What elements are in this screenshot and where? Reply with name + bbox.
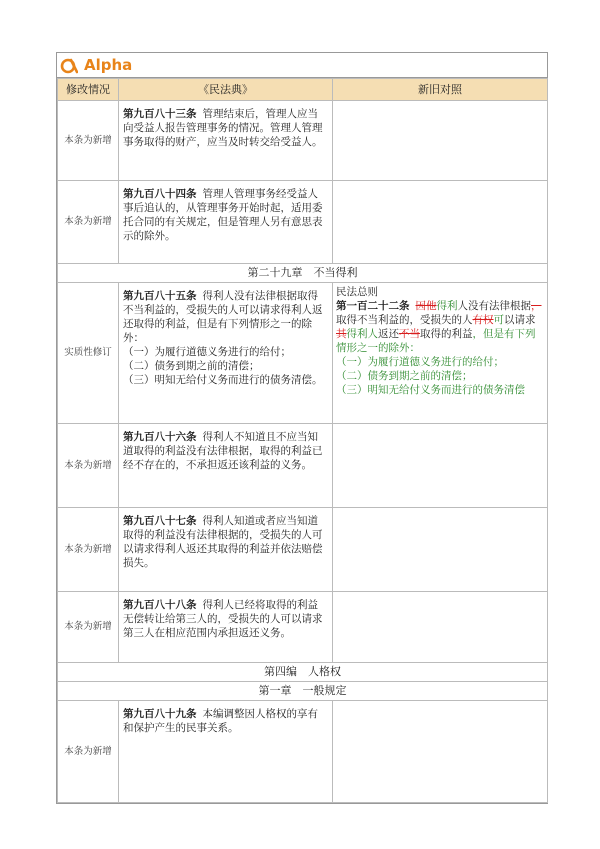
- inserted-text: 可: [493, 314, 504, 326]
- row-compare: [333, 283, 548, 424]
- chapter-heading: [58, 682, 548, 701]
- kept-text: 的，受损失的人: [399, 314, 473, 326]
- article-number: 第九百八十三条: [123, 108, 197, 120]
- kept-text: 以请求: [504, 314, 536, 326]
- chapter-heading: [58, 264, 548, 283]
- row-article: [119, 592, 333, 663]
- compare-article: 第一百二十二条: [336, 300, 410, 312]
- inserted-text: ，但是有下列情形之一的除外：: [336, 328, 536, 354]
- inserted-text: 得利: [436, 300, 458, 312]
- row-status: 本条为新增: [58, 701, 119, 803]
- row-compare: [333, 508, 548, 592]
- list-item: （一）为履行道德义务进行的给付；: [336, 356, 504, 368]
- row-compare: [333, 424, 548, 508]
- article-text: 本编调整因人格权的享有和保护产生的民事关系。: [123, 708, 318, 734]
- inserted-text: 得利人: [346, 328, 378, 340]
- row-article: [119, 283, 333, 424]
- list-item: （一）为履行道德义务进行的给付；: [123, 346, 291, 358]
- row-status: 本条为新增: [58, 181, 119, 264]
- deleted-text: 因他: [415, 300, 437, 312]
- row-status: 本条为新增: [58, 592, 119, 663]
- kept-text: 取得不当利益: [336, 314, 399, 326]
- comparison-table: [57, 78, 548, 803]
- row-compare: [333, 101, 548, 181]
- row-article: [119, 701, 333, 803]
- article-text: 得利人知道或者应当知道取得的利益没有法律根据的，受损失的人可以请求得利人返还其取得的利益并依法赔偿损失。: [123, 515, 323, 569]
- table-header: [58, 79, 548, 101]
- row-status: 本条为新增: [58, 508, 119, 592]
- chapter-title: 第一章 一般规定: [58, 682, 548, 701]
- deleted-text: 不当: [399, 328, 420, 340]
- article-text: 得利人没有法律根据取得不当利益的，受损失的人可以请求得利人返还取得的利益，但是有下列情形之一的除外：: [123, 290, 323, 344]
- header-status: 修改情况: [58, 79, 119, 101]
- list-item: （三）明知无给付义务而进行的债务清偿: [336, 384, 525, 396]
- header-code: 《民法典》: [119, 79, 333, 101]
- document-page: [56, 52, 548, 804]
- row-compare: [333, 181, 548, 264]
- deleted-text: 其: [336, 328, 347, 340]
- row-article: [119, 424, 333, 508]
- row-status: 本条为新增: [58, 101, 119, 181]
- row-compare: [333, 592, 548, 663]
- article-text: 得利人已经将取得的利益无偿转让给第三人的，受损失的人可以请求第三人在相应范围内承担返还义务。: [123, 599, 323, 639]
- table-row: [58, 101, 548, 181]
- article-number: 第九百八十七条: [123, 515, 197, 527]
- list-item: （二）债务到期之前的清偿；: [336, 370, 473, 382]
- row-compare: [333, 701, 548, 803]
- article-text: 管理结束后，管理人应当向受益人报告管理事务的情况。管理人管理事务取得的财产，应当及时转交给受益人。: [123, 108, 323, 148]
- alpha-logo-icon: [60, 56, 78, 74]
- article-number: 第九百八十四条: [123, 188, 197, 200]
- article-number: 第九百八十六条: [123, 431, 197, 443]
- kept-text: 返还: [378, 328, 399, 340]
- deleted-text: 有权: [472, 314, 494, 326]
- deleted-text: ，: [531, 300, 542, 312]
- part-heading: [58, 663, 548, 682]
- table-row: [58, 181, 548, 264]
- row-article: [119, 101, 333, 181]
- article-number: 第九百八十八条: [123, 599, 197, 611]
- article-number: 第九百八十五条: [123, 290, 197, 302]
- compare-source: 民法总则: [336, 286, 378, 298]
- brand-bar: [57, 53, 547, 78]
- kept-text: 取得的利益: [420, 328, 473, 340]
- kept-text: 人没有法律根据: [457, 300, 531, 312]
- row-status: 实质性修订: [58, 283, 119, 424]
- article-number: 第九百八十九条: [123, 708, 197, 720]
- table-row: [58, 283, 548, 424]
- list-item: （三）明知无给付义务而进行的债务清偿。: [123, 374, 323, 386]
- table-row: [58, 424, 548, 508]
- chapter-title: 第二十九章 不当得利: [58, 264, 548, 283]
- brand-name: Alpha: [84, 56, 133, 74]
- article-text: 管理人管理事务经受益人事后追认的，从管理事务开始时起，适用委托合同的有关规定，但是管理人另有意思表示的除外。: [123, 188, 323, 242]
- row-article: [119, 508, 333, 592]
- table-row: [58, 592, 548, 663]
- part-title: 第四编 人格权: [58, 663, 548, 682]
- table-row: [58, 508, 548, 592]
- row-status: 本条为新增: [58, 424, 119, 508]
- compare-text: [336, 300, 542, 354]
- article-text: 得利人不知道且不应当知道取得的利益没有法律根据，取得的利益已经不存在的，不承担返还该利益的义务。: [123, 431, 323, 471]
- table-row: [58, 701, 548, 803]
- row-article: [119, 181, 333, 264]
- list-item: （二）债务到期之前的清偿；: [123, 360, 260, 372]
- header-compare: 新旧对照: [333, 79, 548, 101]
